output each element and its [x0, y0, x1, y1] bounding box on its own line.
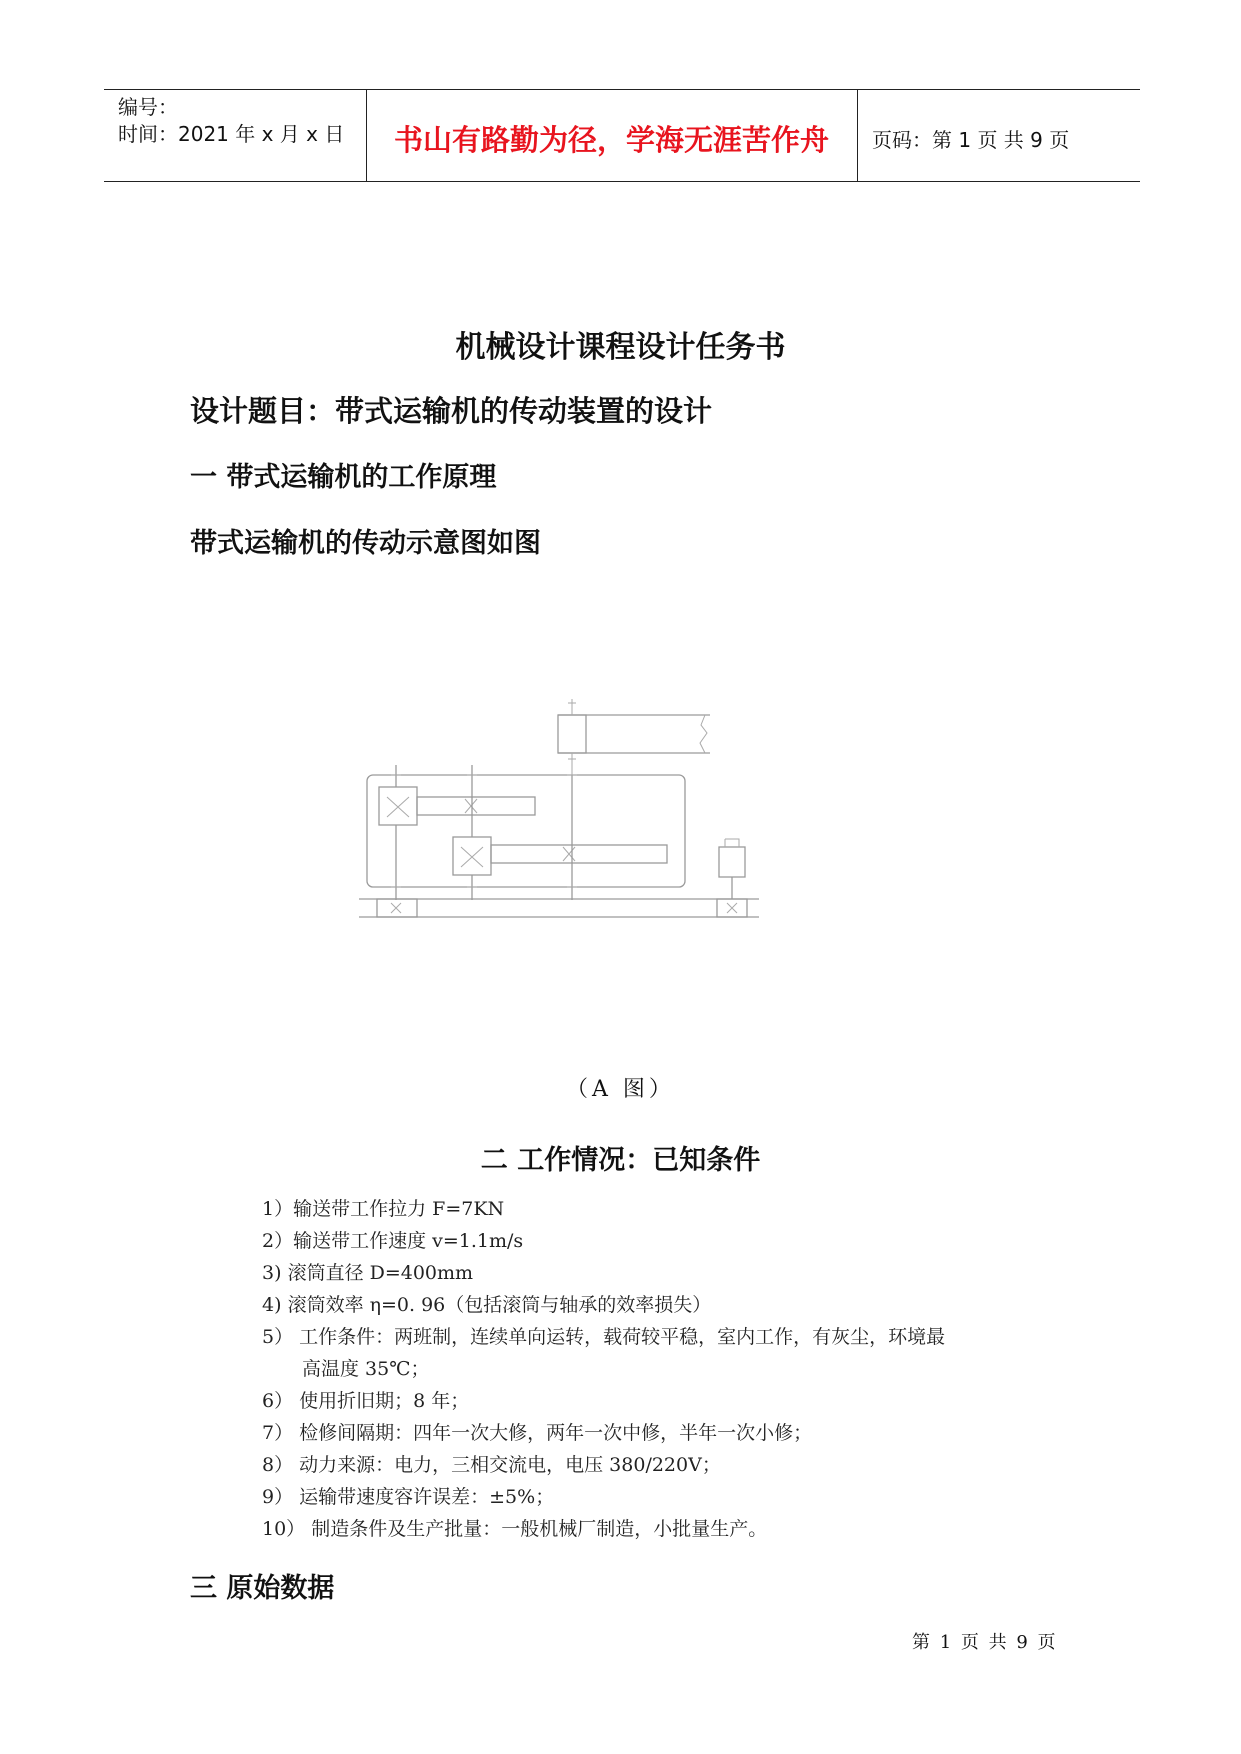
figure-caption: （A 图）	[566, 1077, 675, 1102]
drum-and-belt	[558, 699, 710, 775]
header-divider-left	[366, 89, 367, 181]
section-1-subheading: 带式运输机的传动示意图如图	[190, 528, 541, 559]
section-3-heading: 三 原始数据	[190, 1573, 335, 1604]
belt-drive	[359, 899, 759, 917]
item-number: 9）	[262, 1486, 294, 1508]
item-number: 7）	[262, 1422, 294, 1444]
item-text: 输送带工作速度 v=1.1m/s	[293, 1230, 524, 1252]
list-item	[262, 1193, 945, 1225]
item-text: 动力来源：电力，三相交流电，电压 380/220V；	[299, 1454, 721, 1476]
item-number: 2）	[262, 1230, 294, 1252]
header-top-rule	[104, 89, 1140, 90]
list-item	[262, 1417, 945, 1449]
header-bottom-rule	[104, 181, 1140, 182]
list-item	[262, 1449, 945, 1481]
item-number: 1）	[262, 1198, 294, 1220]
list-item-continuation: 高温度 35℃；	[302, 1358, 430, 1380]
item-number: 10）	[262, 1518, 306, 1540]
item-text: 制造条件及生产批量：一般机械厂制造，小批量生产。	[311, 1518, 768, 1540]
item-number: 3)	[262, 1262, 282, 1284]
time-label: 时间：2021 年 x 月 x 日	[118, 122, 345, 146]
number-label: 编号：	[118, 95, 178, 119]
section-2-heading: 二 工作情况：已知条件	[480, 1145, 761, 1176]
motto-text: 书山有路勤为径，学海无涯苦作舟	[394, 123, 830, 157]
list-item	[262, 1481, 945, 1513]
page-code: 页码：第 1 页 共 9 页	[872, 128, 1070, 152]
shafts	[391, 765, 577, 900]
list-item	[262, 1257, 945, 1289]
footer-page-number: 第 1 页 共 9 页	[912, 1632, 1058, 1653]
first-stage-gears	[379, 787, 535, 825]
list-item	[262, 1321, 945, 1353]
section-1-heading: 一 带式运输机的工作原理	[190, 462, 497, 493]
document-title: 机械设计课程设计任务书	[455, 330, 786, 365]
item-number: 8）	[262, 1454, 294, 1476]
list-item	[262, 1289, 945, 1321]
transmission-diagram	[355, 695, 775, 935]
gearbox-housing	[367, 775, 685, 887]
list-item	[262, 1385, 945, 1417]
item-number: 5）	[262, 1326, 294, 1348]
item-text: 滚筒直径 D=400mm	[287, 1262, 474, 1284]
item-number: 6）	[262, 1390, 294, 1412]
item-text: 工作条件：两班制，连续单向运转，载荷较平稳，室内工作，有灰尘，环境最	[299, 1326, 946, 1348]
design-subject: 设计题目：带式运输机的传动装置的设计	[190, 394, 713, 428]
second-stage-gears	[453, 837, 667, 875]
item-text: 检修间隔期：四年一次大修，两年一次中修，半年一次小修；	[299, 1422, 813, 1444]
list-item	[262, 1513, 945, 1545]
conditions-list	[262, 1193, 945, 1545]
item-number: 4)	[262, 1294, 282, 1316]
item-text: 滚筒效率 η=0. 96（包括滚筒与轴承的效率损失）	[287, 1294, 712, 1316]
item-text: 运输带速度容许误差：±5%；	[299, 1486, 555, 1508]
motor	[719, 839, 745, 899]
list-item	[262, 1225, 945, 1257]
header-divider-right	[857, 89, 858, 181]
item-text: 使用折旧期；8 年；	[299, 1390, 470, 1412]
item-text: 输送带工作拉力 F=7KN	[293, 1198, 505, 1220]
